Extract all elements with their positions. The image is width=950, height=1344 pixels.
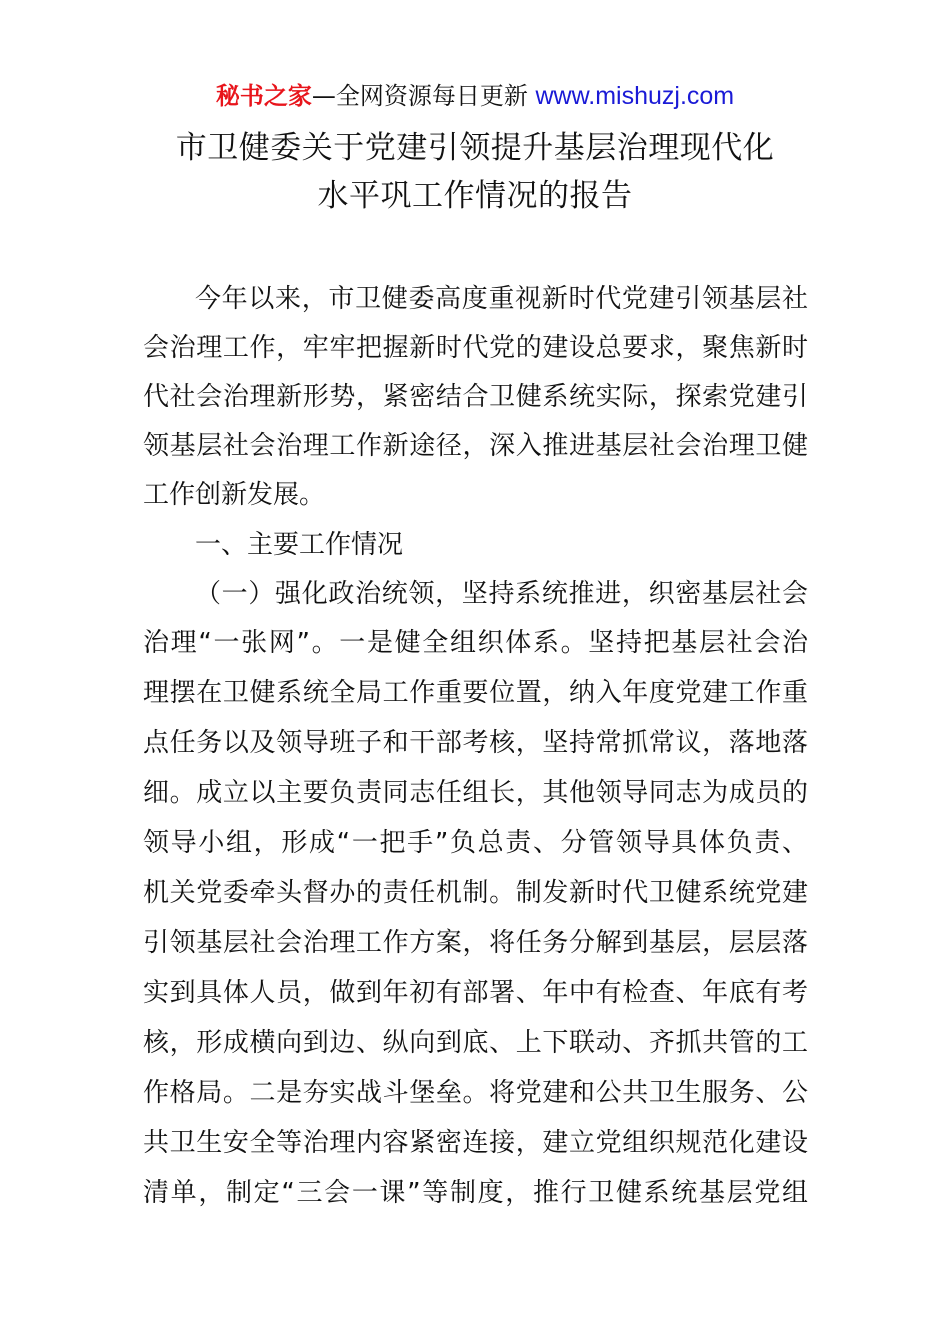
body-line: 细。成立以主要负责同志任组长，其他领导同志为成员的 — [143, 778, 808, 808]
body-line: 作格局。二是夯实战斗堡垒。将党建和公共卫生服务、公 — [143, 1078, 808, 1108]
document-title-line-2: 水平巩工作情况的报告 — [317, 178, 633, 214]
site-url-link[interactable]: www.mishuzj.com — [535, 82, 735, 110]
body-line: 共卫生安全等治理内容紧密连接，建立党组织规范化建设 — [143, 1128, 808, 1158]
body-line: 今年以来，市卫健委高度重视新时代党建引领基层社 — [195, 284, 808, 314]
section-heading: 一、主要工作情况 — [195, 530, 404, 560]
body-line: 工作创新发展。 — [143, 480, 326, 510]
document-title-line-1: 市卫健委关于党建引领提升基层治理现代化 — [175, 130, 775, 166]
brand-name: 秘书之家 — [215, 82, 312, 110]
body-line: 理摆在卫健系统全局工作重要位置，纳入年度党建工作重 — [143, 678, 808, 708]
banner-tagline: —全网资源每日更新 — [311, 82, 528, 110]
body-line: 会治理工作，牢牢把握新时代党的建设总要求，聚焦新时 — [143, 333, 808, 363]
body-line: 清单，制定“三会一课”等制度，推行卫健系统基层党组 — [143, 1178, 808, 1208]
body-line: 代社会治理新形势，紧密结合卫健系统实际，探索党建引 — [143, 382, 808, 412]
body-line: 点任务以及领导班子和干部考核，坚持常抓常议，落地落 — [143, 728, 808, 758]
subsection-heading-line: （一）强化政治统领，坚持系统推进，织密基层社会 — [195, 579, 808, 609]
body-line: 领基层社会治理工作新途径，深入推进基层社会治理卫健 — [143, 431, 808, 461]
body-line: 引领基层社会治理工作方案，将任务分解到基层，层层落 — [143, 928, 808, 958]
body-line: 机关党委牵头督办的责任机制。制发新时代卫健系统党建 — [143, 878, 808, 908]
body-line: 领导小组，形成“一把手”负总责、分管领导具体负责、 — [143, 828, 808, 858]
site-banner — [0, 80, 950, 112]
body-line: 核，形成横向到边、纵向到底、上下联动、齐抓共管的工 — [143, 1028, 808, 1058]
body-line: 实到具体人员，做到年初有部署、年中有检查、年底有考 — [143, 978, 808, 1008]
body-line: 治理“一张网”。一是健全组织体系。坚持把基层社会治 — [143, 628, 808, 658]
